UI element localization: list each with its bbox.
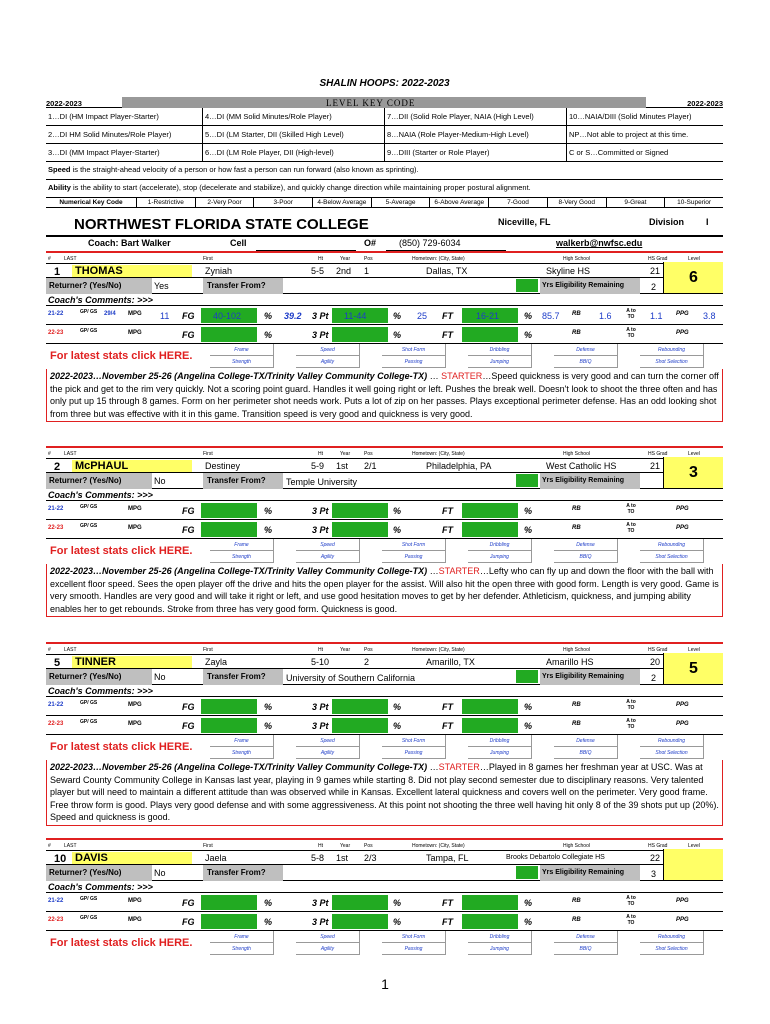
legend-row: 1…DI (HM Impact Player-Starter) 4…DI (MM Solid Minutes/Role Player) 7…DII (Solid Role Player, NAIA (High Level) 10…NAIA/DIII (Solid Minutes Player) — [46, 108, 723, 126]
player-header-row: # LAST First Ht Year Pos Hometown: (City, State) High School HS Grad Level — [46, 253, 723, 264]
level-key-legend — [46, 97, 723, 208]
legend-year-left: 2022-2023 — [46, 99, 82, 108]
division-value: I — [706, 217, 709, 227]
returner-row — [46, 865, 723, 881]
player-hometown: Tampa, FL — [426, 853, 469, 863]
transfer-value: University of Southern California — [286, 673, 416, 683]
returner-value: No — [154, 476, 166, 486]
latest-stats-link[interactable]: For latest stats click HERE. — [50, 350, 193, 362]
player-info-row — [46, 851, 723, 865]
player-first-name: Destiney — [205, 461, 241, 471]
player-hs-grad: 22 — [650, 853, 661, 863]
office-label: O# — [364, 238, 377, 248]
returner-label: Returner? (Yes/No) — [46, 278, 152, 294]
player-height: 5-9 — [311, 461, 325, 471]
player-first-name: Zyniah — [205, 266, 233, 276]
player-block — [46, 642, 723, 826]
returner-row — [46, 669, 723, 685]
player-hometown: Dallas, TX — [426, 266, 468, 276]
office-phone: (850) 729-6034 — [399, 238, 461, 248]
coach-comment: 2022-2023…November 25-26 (Angelina College-TX/Trinity Valley Community College-TX) …STARTER…Lefty who can fly up and down the floor with the ball with excellent floor speed. Sees the open player off the drive and hits the open player for the assist. Will also hit the open three with good form. Length is very good. Game is very smooth. Handles are very good and will take it right or left, and use good hesitation moves to get by her defender. Athleticism, quickness, and jumping ability enables her to get rebounds. Stroke from three has very good form. Quickness is good. — [46, 564, 723, 617]
college-header — [46, 213, 723, 237]
returner-value: No — [154, 672, 166, 682]
stats-row-2122: 21-22 GP/ GS MPG FG % 3 Pt % FT % RB A to TO PPG — [46, 501, 723, 520]
player-level: 6 — [663, 262, 723, 294]
returner-row — [46, 473, 723, 489]
stats-row-2223: 22-23 GP/ GS MPG FG % 3 Pt % FT % RB A to TO PPG — [46, 520, 723, 539]
yrs-eligibility-value: 2 — [651, 282, 657, 292]
latest-stats-link[interactable]: For latest stats click HERE. — [50, 741, 193, 753]
yrs-eligibility-value: 2 — [651, 673, 657, 683]
player-header-row: # LAST First Ht Year Pos Hometown: (City, State) High School HS Grad Level — [46, 448, 723, 459]
player-header-row: # LAST First Ht Year Pos Hometown: (City, State) High School HS Grad Level — [46, 840, 723, 851]
skill-tags: Frame Strength Speed Agility Shot Form Passing Dribbling Jumping Defense BBIQ Rebounding Shot Selection — [210, 539, 723, 564]
player-level: 5 — [663, 653, 723, 685]
yrs-eligibility-value: 3 — [651, 869, 657, 879]
player-hs-grad: 21 — [650, 461, 661, 471]
college-city: Niceville, FL — [498, 217, 551, 227]
player-high-school: Skyline HS — [546, 266, 591, 276]
player-hs-grad: 21 — [650, 266, 661, 276]
player-height: 5-5 — [311, 266, 325, 276]
returner-label: Returner? (Yes/No) — [46, 473, 152, 489]
player-high-school: Amarillo HS — [546, 657, 594, 667]
player-position: 2/3 — [364, 853, 377, 863]
page-number: 1 — [381, 976, 389, 992]
player-header-row: # LAST First Ht Year Pos Hometown: (City, State) High School HS Grad Level — [46, 644, 723, 655]
player-hometown: Amarillo, TX — [426, 657, 475, 667]
transfer-value: Temple University — [286, 477, 358, 487]
returner-value: Yes — [154, 281, 169, 291]
coach-email[interactable]: walkerb@nwfsc.edu — [556, 238, 643, 248]
skill-tags: Frame Strength Speed Agility Shot Form Passing Dribbling Jumping Defense BBIQ Rebounding Shot Selection — [210, 931, 723, 956]
coach-name: Coach: Bart Walker — [88, 238, 171, 248]
player-info-row — [46, 459, 723, 473]
player-year: 2nd — [336, 266, 352, 276]
player-number: 1 — [54, 266, 61, 278]
player-hs-grad: 20 — [650, 657, 661, 667]
coach-comments-label: Coach's Comments: >>> — [46, 881, 723, 893]
returner-row — [46, 278, 723, 294]
numeric-key-code: Numerical Key Code 1-Restrictive 2-Very Poor 3-Poor 4-Below Average 5-Average 6-Above Average 7-Good 8-Very Good 9-Great 10-Superior — [46, 198, 723, 208]
coach-comment: 2022-2023…November 25-26 (Angelina College-TX/Trinity Valley Community College-TX) …STARTER…Played in 8 games her freshman year at USC. Was at Seward County Community College in Kansas last year, playing in 9 games while starting 8. Did not play second semester due to disciplinary reasons. Very talented player but will need to maintain a different attitude than was observed while in Kansas. Excellent lateral quickness and covers well on the perimeter. Very good frame. Free throw form is good. Plays very good defense and with some aggressiveness. At this point not shooting the three well having hit only 8 of the 39 shots put up (20%). Speed and quickness is good. — [46, 760, 723, 826]
yrs-eligibility-label: Yrs Eligibility Remaining — [540, 473, 640, 489]
player-hometown: Philadelphia, PA — [426, 461, 492, 471]
player-info-row — [46, 655, 723, 669]
stats-row-2223: 22-23 GP/ GS MPG FG % 3 Pt % FT % RB A to TO PPG — [46, 912, 723, 931]
player-position: 2/1 — [364, 461, 377, 471]
coach-comments-label: Coach's Comments: >>> — [46, 685, 723, 697]
latest-stats-link[interactable]: For latest stats click HERE. — [50, 545, 193, 557]
returner-label: Returner? (Yes/No) — [46, 669, 152, 685]
player-high-school: Brooks Debartolo Collegiate HS — [506, 854, 605, 861]
stats-row-2122: 21-22 GP/ GS MPG FG % 3 Pt % FT % RB A to TO PPG — [46, 893, 723, 912]
player-number: 2 — [54, 461, 61, 473]
player-level: 3 — [663, 457, 723, 489]
returner-label: Returner? (Yes/No) — [46, 865, 152, 881]
player-last-name: McPHAUL — [72, 460, 192, 472]
transfer-label: Transfer From? — [203, 473, 283, 489]
stats-link-row — [46, 344, 723, 369]
player-last-name: DAVIS — [72, 852, 192, 864]
stats-link-row — [46, 539, 723, 564]
player-number: 10 — [54, 853, 67, 865]
latest-stats-link[interactable]: For latest stats click HERE. — [50, 937, 193, 949]
stats-row-2223: 22-23 GP/ GS MPG FG % 3 Pt % FT % RB A to TO PPG — [46, 716, 723, 735]
player-year: 1st — [336, 461, 349, 471]
legend-year-right: 2022-2023 — [687, 99, 723, 108]
coach-comment: 2022-2023…November 25-26 (Angelina College-TX/Trinity Valley Community College-TX) … STARTER…Speed quickness is very good and can turn the corner off the pick and get to the rim very quickly. Not a scoring point guard. Handles it well going right or left. Pushes the break well. Doesn't look to shoot the three often and has only put up 15 through 8 games. Form on her perimeter shot needs work. Puts a lot of zip on her passes. Plays exceptional perimeter defense. Has an odd looking shot from three but was effective with it in this game. Transition speed is very good and quickness is very good. — [46, 369, 723, 422]
returner-value: No — [154, 868, 166, 878]
player-last-name: THOMAS — [72, 265, 192, 277]
cell-label: Cell — [230, 238, 247, 248]
legend-row: 2…DI HM Solid Minutes/Role Player) 5…DI (LM Starter, DII (Skilled High Level) 8…NAIA (Role Player-Medium-High Level) NP…Not able to project at this time. — [46, 126, 723, 144]
coach-comments-label: Coach's Comments: >>> — [46, 294, 723, 306]
stats-row-2122: 21-22 GP/ GS MPG FG % 3 Pt % FT % RB A to TO PPG — [46, 697, 723, 716]
yrs-eligibility-label: Yrs Eligibility Remaining — [540, 865, 640, 881]
player-block — [46, 446, 723, 617]
player-year: 1st — [336, 853, 349, 863]
player-first-name: Zayla — [205, 657, 228, 667]
stats-row-2122: 21-22 GP/ GS 29/4 MPG 11 FG 40-102 % 39.2 3 Pt 11-44 % 25 FT 16-21 % 85.7 RB 1.6 A to TO 1.1 PPG 3.8 — [46, 306, 723, 325]
division-label: Division — [649, 217, 685, 227]
player-last-name: TINNER — [72, 656, 192, 668]
stats-link-row — [46, 931, 723, 956]
coach-row — [46, 237, 723, 251]
yrs-eligibility-label: Yrs Eligibility Remaining — [540, 669, 640, 685]
skill-tags: Frame Strength Speed Agility Shot Form Passing Dribbling Jumping Defense BBIQ Rebounding Shot Selection — [210, 735, 723, 760]
player-position: 2 — [364, 657, 370, 667]
player-block — [46, 838, 723, 952]
legend-label: LEVEL KEY CODE — [326, 98, 416, 108]
stats-link-row — [46, 735, 723, 760]
player-height: 5-10 — [311, 657, 330, 667]
page-title: SHALIN HOOPS: 2022-2023 — [319, 78, 450, 89]
transfer-label: Transfer From? — [203, 669, 283, 685]
player-number: 5 — [54, 657, 61, 669]
player-height: 5-8 — [311, 853, 325, 863]
transfer-label: Transfer From? — [203, 278, 283, 294]
player-block — [46, 251, 723, 422]
college-name: NORTHWEST FLORIDA STATE COLLEGE — [74, 216, 369, 233]
player-position: 1 — [364, 266, 370, 276]
player-high-school: West Catholic HS — [546, 461, 617, 471]
yrs-eligibility-label: Yrs Eligibility Remaining — [540, 278, 640, 294]
transfer-label: Transfer From? — [203, 865, 283, 881]
stats-row-2223: 22-23 GP/ GS MPG FG % 3 Pt % FT % RB A to TO PPG — [46, 325, 723, 344]
legend-row: 3…DI (MM Impact Player-Starter) 6…DI (LM Role Player, DII (High-level) 9…DIII (Starter or Role Player) C or S…Committed or Signed — [46, 144, 723, 162]
player-first-name: Jaela — [205, 853, 227, 863]
ability-definition: Ability is the ability to start (accelerate), stop (decelerate and stabilize), and quickly change direction while maintaining proper postural alignment. — [46, 180, 723, 198]
coach-comments-label: Coach's Comments: >>> — [46, 489, 723, 501]
player-info-row — [46, 264, 723, 278]
skill-tags: Frame Strength Speed Agility Shot Form Passing Dribbling Jumping Defense BBIQ Rebounding Shot Selection — [210, 344, 723, 369]
speed-definition: Speed is the straight-ahead velocity of a person or how fast a person can run forward (also known as sprinting). — [46, 162, 723, 180]
